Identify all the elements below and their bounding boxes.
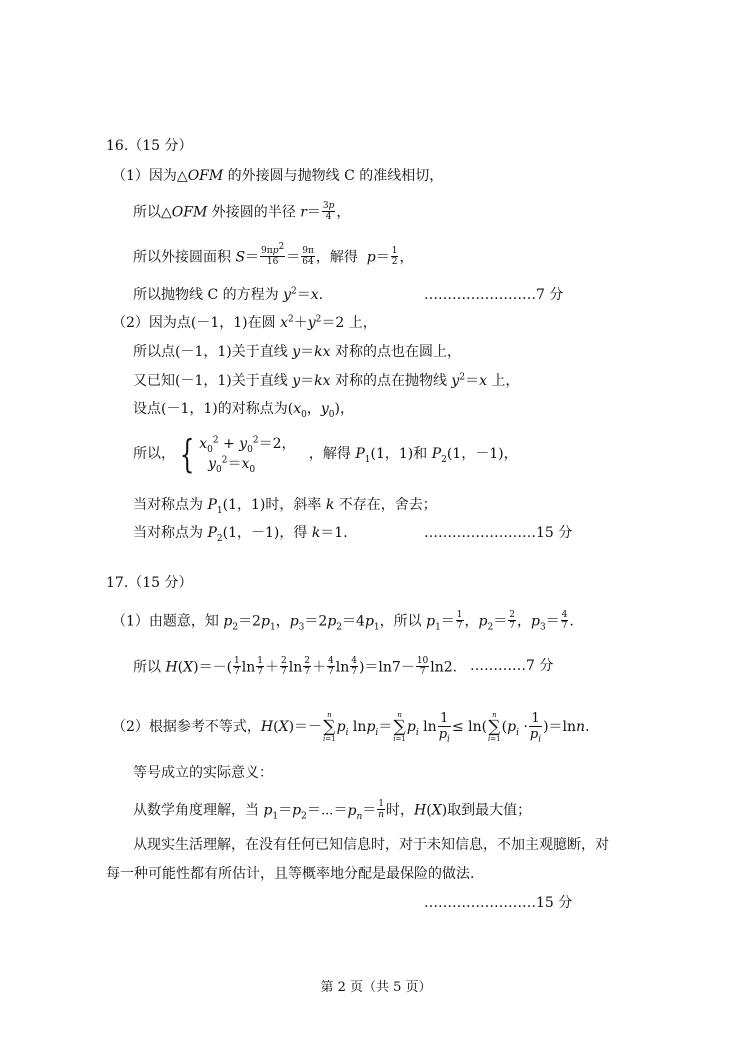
q16-part2-intro: （2）因为点(－1，1)在圆 $x^2+y^2=2$ 上， [112, 314, 377, 331]
q17-header: 17.（15 分） [106, 575, 193, 591]
q16-part1-intro: （1）因为△OFM 的外接圆与抛物线 C 的准线相切， [112, 168, 444, 184]
q17-part1-intro: （1）由题意，知 $p_2=2p_1$，$p_3=2p_2=4p_1$，所以 $p_1=$ $\frac{1}{7}$ ，$p_2=$ $\frac{2}{7}$ ，$p_3=$ $\frac{4}{7}$ . [112, 610, 574, 633]
q17-inequality-line: （2）根据参考不等式，H(X)＝－n ∑ $i=1p_i$ lnp$_i$＝n ∑ $i=1p_i$ ln $\frac{1}{p_i}$ ≤ ln(n ∑ $i=1(p_i$ · $\frac{1}{p_i}$ )＝lnn. [112, 710, 590, 745]
q16-part2-line-a: 所以点(－1，1)关于直线 y＝kx 对称的点也在圆上， [133, 344, 461, 360]
q16-system-line: 所以， { $x_0^2 + y_0^2=2$， $y_0^2=x_0$ ，解得 $P_1(1$，1)和 $P_2(1$，－1)， [133, 432, 518, 476]
q16-area-line: 所以外接圆面积 S＝ $\frac{9\pi p^2}{16}$ ＝ $\frac{9\pi}{64}$ ，解得 p＝ $\frac{1}{2}$ ， [133, 242, 414, 267]
q16-part1-score: ……………………7 分 [424, 287, 564, 303]
q17-part2-line-b: 从数学角度理解，当 $p_1=p_2=\cdots=p_n=$ $\frac{1}{n}$ 时，H(X)取到最大值； [133, 799, 532, 822]
q17-part2-line-a: 等号成立的实际意义： [133, 765, 273, 781]
q16-part2-line-f: 当对称点为 $P_2(1$，－1)，得 k＝1. [133, 525, 348, 544]
q16-parabola-result: 所以抛物线 C 的方程为 $y^2=x$. [133, 286, 324, 303]
q17-part1-score: …………7 分 [470, 658, 554, 674]
q17-part2-line-c2: 每一种可能性都有所估计，且等概率地分配是最保险的做法. [106, 866, 475, 882]
q17-part2-score: ……………………15 分 [424, 895, 573, 911]
q16-part2-score: ……………………15 分 [424, 525, 573, 541]
page-footer: 第 2 页（共 5 页） [320, 980, 432, 995]
q17-entropy-line: 所以 H(X)＝－( $\frac{1}{7}$ ln $\frac{1}{7}$ ＋ $\frac{2}{7}$ ln $\frac{2}{7}$ ＋ $\frac{4}{7}$ ln $\frac{4}{7}$ )＝ln7－ $\frac{10}{7}$ ln2. [133, 656, 458, 677]
q16-part2-line-b: 又已知(－1，1)关于直线 y＝kx 对称的点在抛物线 $y^2=x$ 上， [133, 372, 520, 389]
q16-part2-line-c: 设点(－1，1)的对称点为($x_0$，$y_0$)， [133, 401, 354, 420]
q16-header: 16.（15 分） [106, 138, 193, 154]
q17-part2-line-c1: 从现实生活理解，在没有任何已知信息时，对于未知信息，不加主观臆断，对 [133, 837, 609, 853]
q16-radius-line: 所以△OFM 外接圆的半径 r＝ $\frac{3p}{4}$ ， [133, 201, 351, 222]
q16-part2-line-e: 当对称点为 $P_1(1$，1)时，斜率 k 不存在，舍去； [133, 497, 437, 516]
